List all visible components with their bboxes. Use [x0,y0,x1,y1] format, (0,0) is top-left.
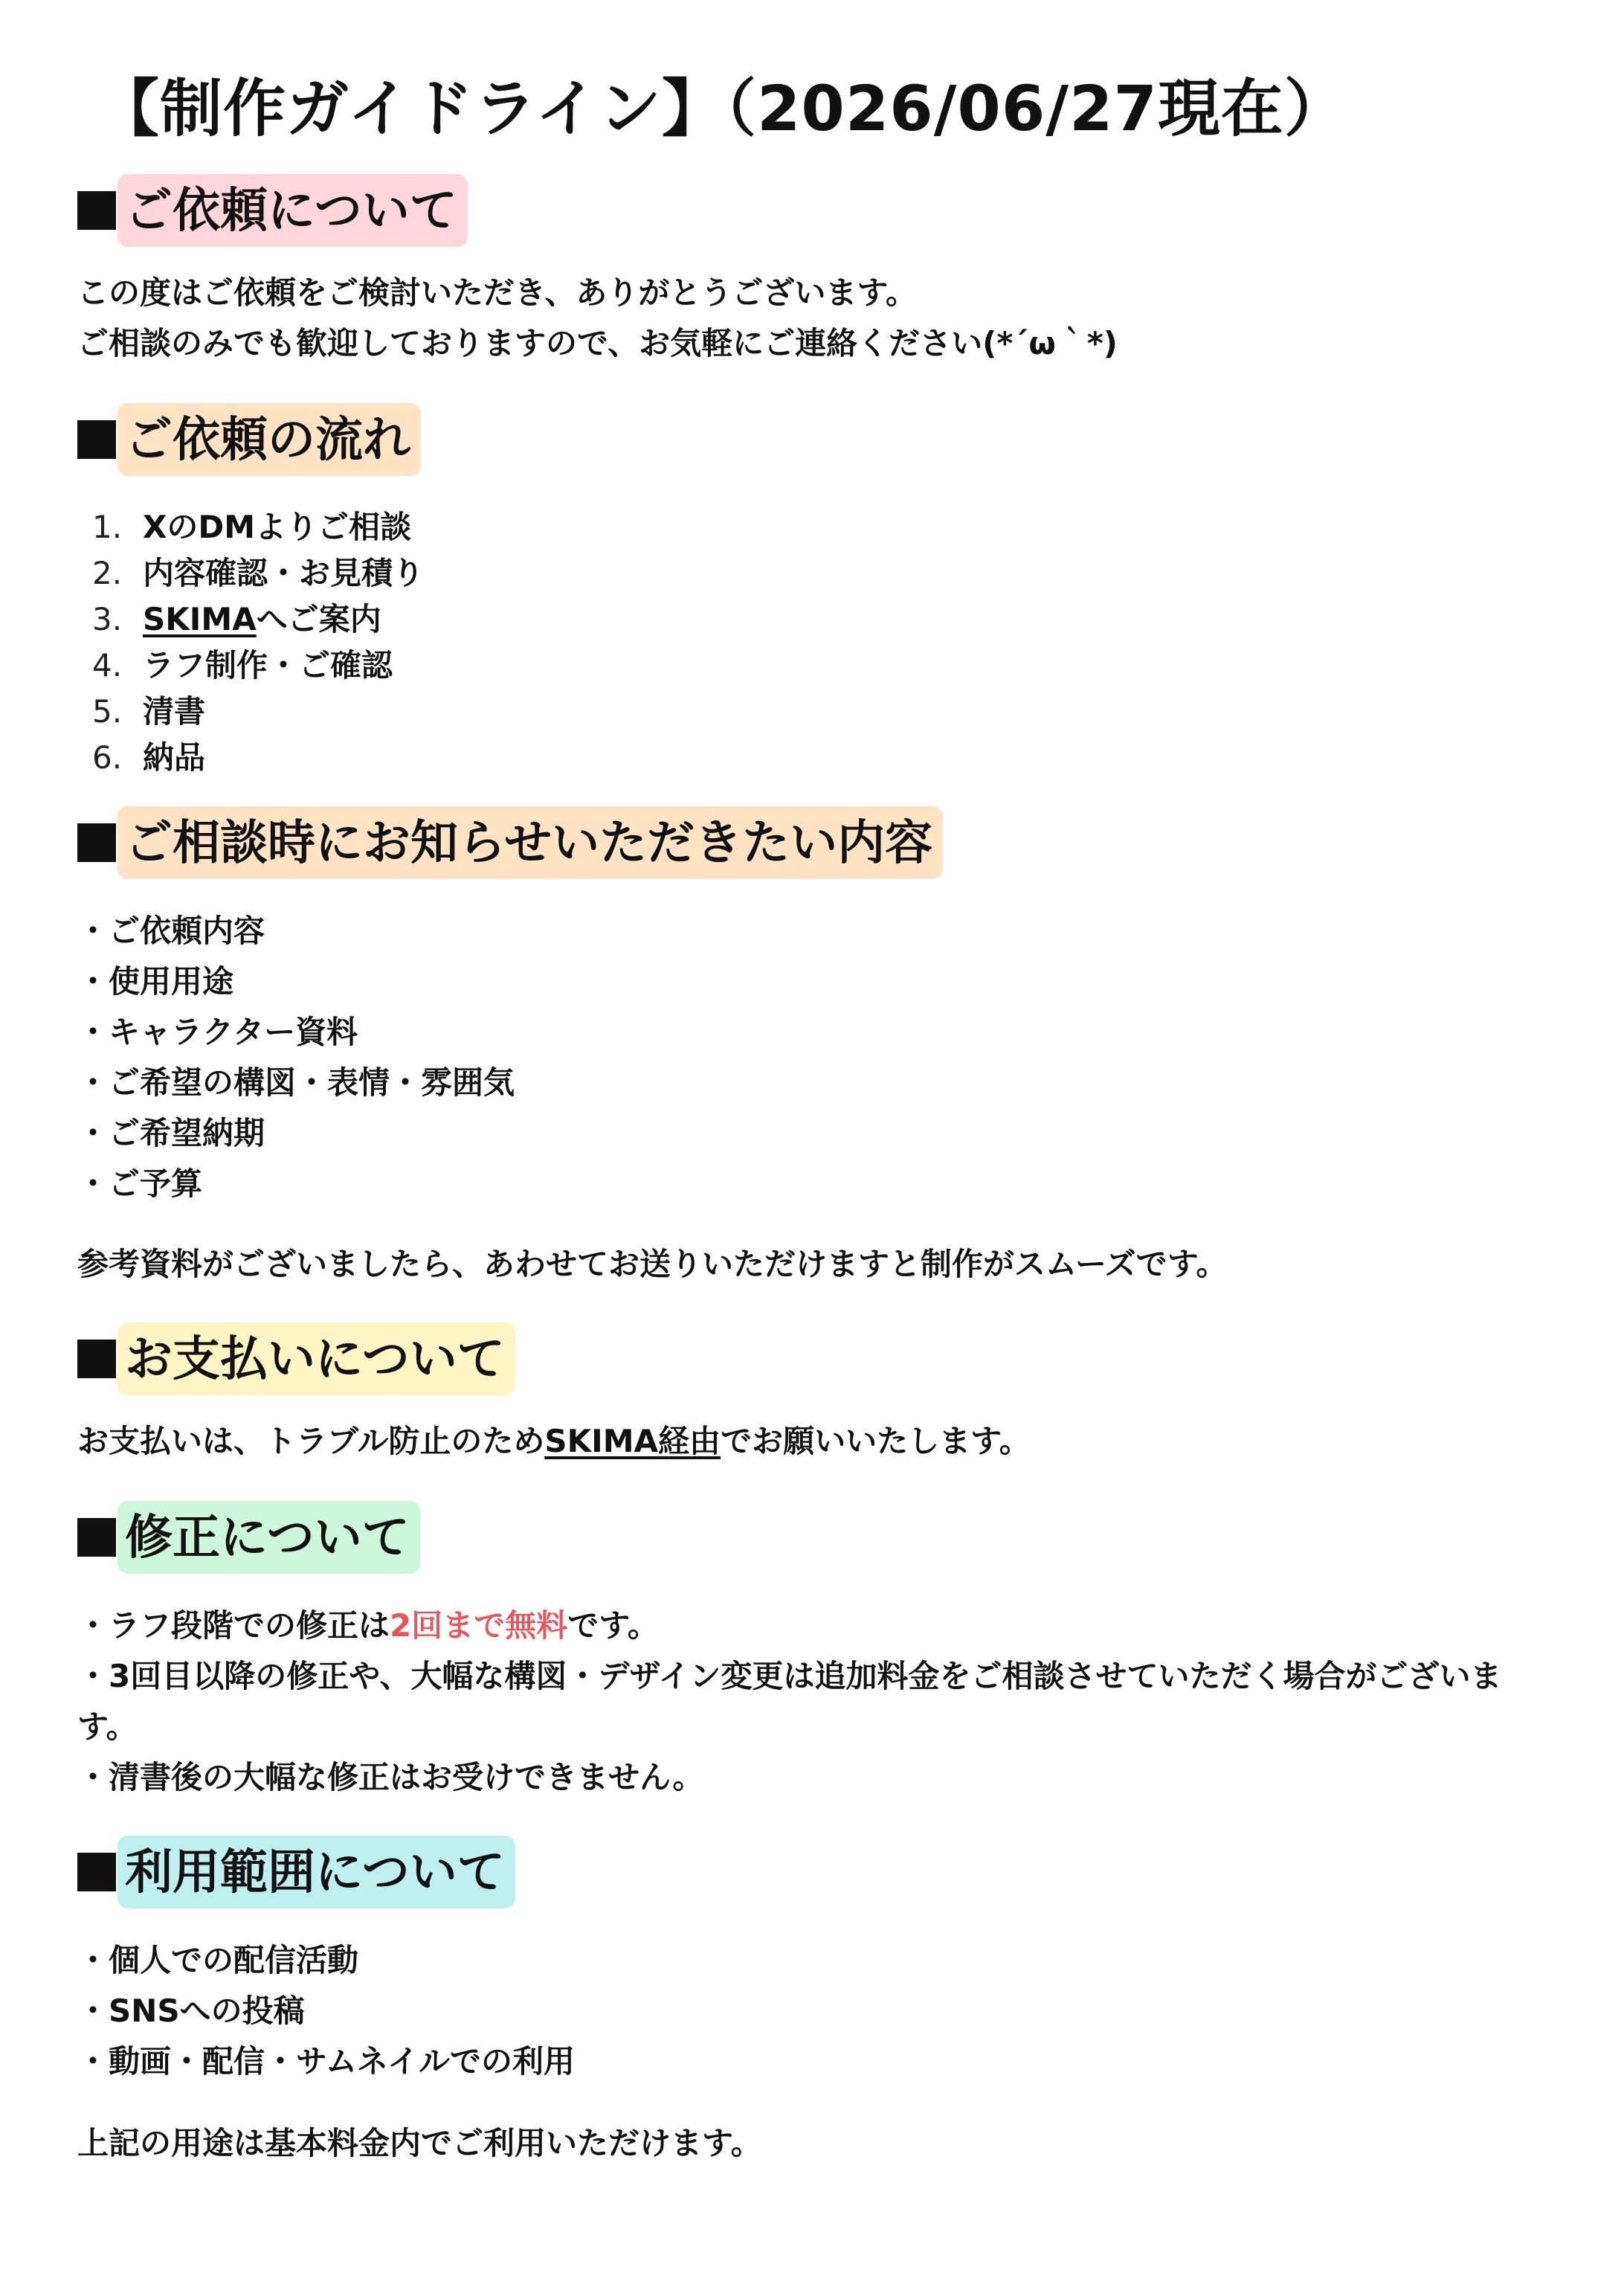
square-bullet-icon [77,420,116,459]
heading-highlight: 利用範囲について [117,1836,515,1908]
list-item: ・ご依頼内容 [77,913,265,950]
section-heading [77,1322,1547,1395]
square-bullet-icon [77,191,116,230]
usage-note: 上記の用途は基本料金内でご利用いただけます。 [77,2125,762,2162]
heading-highlight: ご依頼について [117,174,468,247]
revision-line1-post: です。 [567,1607,659,1644]
flow-steps-list [77,504,1547,781]
payment-text-post: でお願いいたします。 [721,1423,1031,1460]
section-heading [77,1836,1547,1908]
page-title: 【制作ガイドライン】（2026/06/27現在） [97,72,1347,145]
heading-highlight: 修正について [117,1501,420,1574]
section-consult [77,806,1547,1290]
revision-line1-pre: ・ラフ段階での修正は [77,1607,390,1644]
skima-link[interactable]: SKIMA [143,601,257,638]
section-usage [77,1836,1547,2169]
step-text: 清書 [143,693,206,730]
step-text: 内容確認・お見積り [143,555,425,592]
list-item: ・キャラクター資料 [77,1014,358,1051]
skima-payment-link[interactable]: SKIMA経由 [544,1423,721,1460]
step-number: 6. [92,739,123,776]
list-item: ・使用用途 [77,963,234,1000]
section-revision [77,1501,1547,1803]
step-number: 2. [92,555,123,592]
free-revisions-highlight: 2回まで無料 [390,1607,568,1644]
revision-line: ・3回目以降の修正や、大幅な構図・デザイン変更は追加料金をご相談させていただく場合がございます。 [77,1658,1502,1746]
section-request [77,174,1547,369]
payment-text [77,1416,1547,1467]
list-item: ・SNSへの投稿 [77,1993,305,2030]
heading-highlight: ご相談時にお知らせいただきたい内容 [117,806,943,879]
step-text: XのDMよりご相談 [143,509,412,546]
list-item [92,504,1547,550]
list-item [92,550,1547,596]
list-item: ・動画・配信・サムネイルでの利用 [77,2043,576,2080]
list-item [92,689,1547,735]
paragraph-line: ご相談のみでも歓迎しておりますので、お気軽にご連絡ください(*´ω｀*) [77,325,1118,362]
square-bullet-icon [77,823,116,862]
list-item: ・ご希望の構図・表情・雰囲気 [77,1064,515,1102]
step-text: 納品 [143,739,206,776]
consult-note: 参考資料がございましたら、あわせてお送りいただけますと制作がスムーズです。 [77,1246,1228,1283]
step-text: ラフ制作・ご確認 [143,647,393,684]
step-number: 4. [92,647,123,684]
payment-text-pre: お支払いは、トラブル防止のため [77,1423,545,1460]
revision-line: ・清書後の大幅な修正はお受けできません。 [77,1759,704,1796]
step-number: 1. [92,509,123,546]
usage-items-list [77,1935,1547,2087]
heading-highlight: ご依頼の流れ [117,403,421,476]
square-bullet-icon [77,1340,116,1378]
list-item [92,735,1547,781]
square-bullet-icon [77,1518,116,1557]
list-item: ・個人での配信活動 [77,1942,359,1979]
section-flow [77,403,1547,781]
square-bullet-icon [77,1853,116,1891]
section-heading [77,174,1547,247]
section-heading [77,1501,1547,1574]
paragraph-line: この度はご依頼をご検討いただき、ありがとうございます。 [77,274,917,312]
heading-highlight: お支払いについて [117,1322,515,1395]
revision-line [77,1601,1547,1651]
section-heading [77,403,1547,476]
section-payment [77,1322,1547,1467]
list-item [92,596,1547,643]
consult-items-list [77,906,1547,1209]
list-item: ・ご予算 [77,1165,203,1203]
list-item: ・ご希望納期 [77,1115,265,1152]
step-number: 3. [92,601,123,638]
step-number: 5. [92,693,123,730]
section-heading [77,806,1547,879]
step-text: へご案内 [256,601,381,638]
list-item [92,643,1547,689]
